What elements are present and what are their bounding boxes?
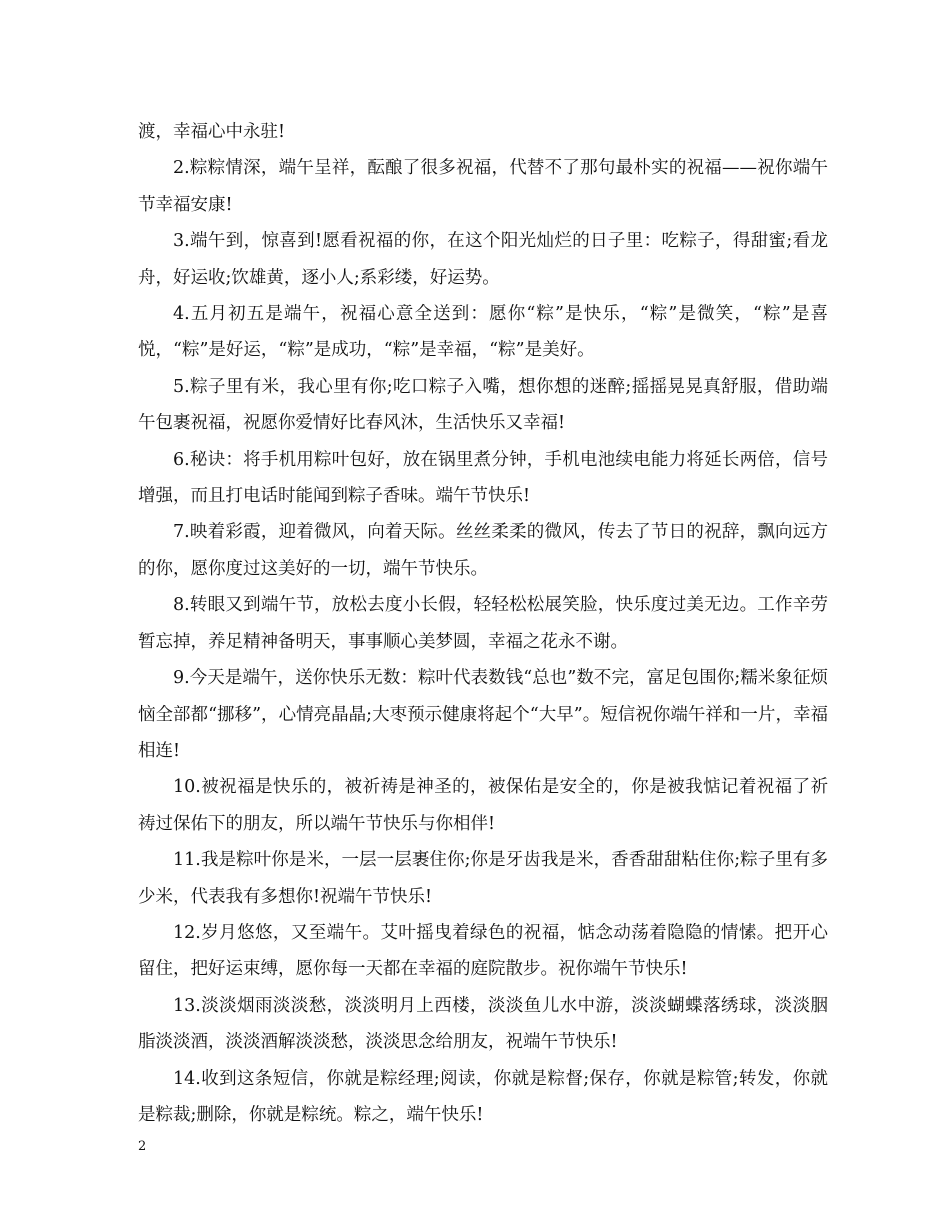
paragraph-continued: 渡，幸福心中永驻!: [138, 122, 286, 142]
paragraph-item-14: 14.收到这条短信，你就是粽经理;阅读，你就是粽督;保存，你就是粽管;转发，你就是粽裁;删除，你就是粽统。粽之，端午快乐!: [138, 1068, 828, 1125]
paragraph-item-9: 9.今天是端午，送你快乐无数：粽叶代表数钱“总也”数不完，富足包围你;糯米象征烦恼全部都“挪移”，心情亮晶晶;大枣预示健康将起个“大早”。短信祝你端午祥和一片，幸福相连!: [138, 668, 828, 761]
paragraph-item-5: 5.粽子里有米，我心里有你;吃口粽子入嘴，想你想的迷醉;摇摇晃晃真舒服，借助端午包裹祝福，祝愿你爱情好比春风沐，生活快乐又幸福!: [138, 376, 828, 434]
paragraph-item-13: 13.淡淡烟雨淡淡愁，淡淡明月上西楼，淡淡鱼儿水中游，淡淡蝴蝶落绣球，淡淡胭脂淡淡酒，淡淡酒解淡淡愁，淡淡思念给朋友，祝端午节快乐!: [138, 995, 828, 1053]
paragraph-item-11: 11.我是粽叶你是米，一层一层裹住你;你是牙齿我是米，香香甜甜粘住你;粽子里有多少米，代表我有多想你!祝端午节快乐!: [138, 850, 828, 907]
document-body: [138, 114, 828, 1133]
paragraph-item-2: 2.粽粽情深，端午呈祥，酝酿了很多祝福，代替不了那句最朴实的祝福——祝你端午节幸福安康!: [138, 158, 828, 215]
paragraph-item-6: 6.秘诀：将手机用粽叶包好，放在锅里煮分钟，手机电池续电能力将延长两倍，信号增强，而且打电话时能闻到粽子香味。端午节快乐!: [138, 449, 828, 507]
page-number: 2: [138, 1139, 147, 1154]
paragraph-item-12: 12.岁月悠悠，又至端午。艾叶摇曳着绿色的祝福，惦念动荡着隐隐的情愫。把开心留住，把好运束缚，愿你每一天都在幸福的庭院散步。祝你端午节快乐!: [138, 922, 828, 980]
paragraph-item-8: 8.转眼又到端午节，放松去度小长假，轻轻松松展笑脸，快乐度过美无边。工作辛劳暂忘掉，养足精神备明天，事事顺心美梦圆，幸福之花永不谢。: [138, 595, 828, 652]
paragraph-item-3: 3.端午到，惊喜到!愿看祝福的你，在这个阳光灿烂的日子里：吃粽子，得甜蜜;看龙舟，好运收;饮雄黄，逐小人;系彩缕，好运势。: [138, 231, 828, 288]
paragraph-item-4: 4.五月初五是端午，祝福心意全送到：愿你“粽”是快乐，“粽”是微笑，“粽”是喜悦，“粽”是好运，“粽”是成功，“粽”是幸福，“粽”是美好。: [138, 304, 828, 361]
paragraph-item-7: 7.映着彩霞，迎着微风，向着天际。丝丝柔柔的微风，传去了节日的祝辞，飘向远方的你，愿你度过这美好的一切，端午节快乐。: [138, 522, 828, 579]
paragraph-item-10: 10.被祝福是快乐的，被祈祷是神圣的，被保佑是安全的，你是被我惦记着祝福了祈祷过保佑下的朋友，所以端午节快乐与你相伴!: [138, 777, 828, 834]
